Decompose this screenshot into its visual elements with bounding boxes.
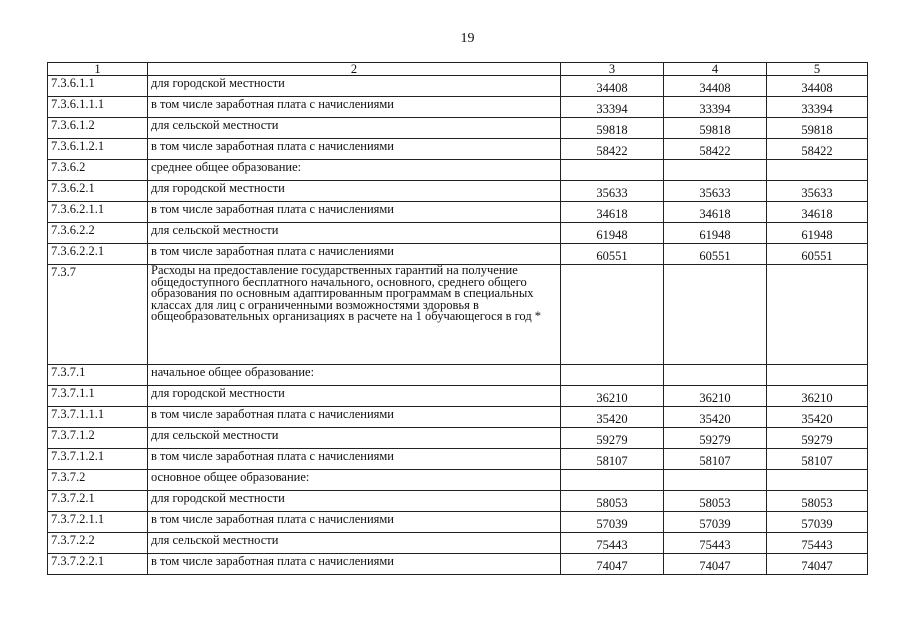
row-code: 7.3.6.1.1.1	[48, 97, 148, 118]
row-value-col5: 36210	[767, 386, 868, 407]
row-value-col3: 35633	[561, 181, 664, 202]
table-row	[48, 554, 868, 575]
row-value-col4: 35420	[664, 407, 767, 428]
header-cell-3: 3	[561, 63, 664, 76]
row-label: для городской местности	[148, 491, 561, 512]
row-value-col5: 58053	[767, 491, 868, 512]
row-value-col4	[664, 265, 767, 365]
row-code: 7.3.7.1.2	[48, 428, 148, 449]
row-value-col3: 59279	[561, 428, 664, 449]
row-value-col3: 60551	[561, 244, 664, 265]
row-code: 7.3.7.1.2.1	[48, 449, 148, 470]
row-code: 7.3.7	[48, 265, 148, 365]
row-value-col4: 33394	[664, 97, 767, 118]
page-number: 19	[460, 31, 475, 46]
row-value-col5: 58107	[767, 449, 868, 470]
row-value-col3: 34408	[561, 76, 664, 97]
header-cell-1: 1	[48, 63, 148, 76]
row-value-col3: 57039	[561, 512, 664, 533]
row-value-col4: 35633	[664, 181, 767, 202]
table-row	[48, 118, 868, 139]
row-value-col5: 34408	[767, 76, 868, 97]
row-value-col4	[664, 365, 767, 386]
row-label: для сельской местности	[148, 428, 561, 449]
table-row	[48, 160, 868, 181]
row-label: для сельской местности	[148, 223, 561, 244]
row-value-col3: 58422	[561, 139, 664, 160]
row-label: в том числе заработная плата с начислениями	[148, 407, 561, 428]
header-cell-5: 5	[767, 63, 868, 76]
row-label: среднее общее образование:	[148, 160, 561, 181]
row-value-col3	[561, 160, 664, 181]
row-code: 7.3.6.2.1	[48, 181, 148, 202]
row-code: 7.3.7.1.1.1	[48, 407, 148, 428]
table-row	[48, 265, 868, 365]
row-code: 7.3.6.1.2.1	[48, 139, 148, 160]
table-row	[48, 512, 868, 533]
row-code: 7.3.6.2.2	[48, 223, 148, 244]
row-value-col3: 34618	[561, 202, 664, 223]
row-code: 7.3.7.2.2	[48, 533, 148, 554]
row-value-col3: 59818	[561, 118, 664, 139]
row-code: 7.3.6.2.1.1	[48, 202, 148, 223]
table-row	[48, 491, 868, 512]
row-label: в том числе заработная плата с начислениями	[148, 449, 561, 470]
row-value-col4: 59279	[664, 428, 767, 449]
row-value-col3: 75443	[561, 533, 664, 554]
row-code: 7.3.7.2	[48, 470, 148, 491]
row-value-col4: 58422	[664, 139, 767, 160]
row-value-col5: 58422	[767, 139, 868, 160]
row-code: 7.3.6.2.2.1	[48, 244, 148, 265]
row-label: в том числе заработная плата с начислениями	[148, 554, 561, 575]
row-value-col4: 74047	[664, 554, 767, 575]
row-value-col3: 35420	[561, 407, 664, 428]
table-row	[48, 202, 868, 223]
table-row	[48, 97, 868, 118]
row-value-col3: 58107	[561, 449, 664, 470]
row-label: начальное общее образование:	[148, 365, 561, 386]
row-code: 7.3.7.1	[48, 365, 148, 386]
row-value-col4: 36210	[664, 386, 767, 407]
row-value-col5	[767, 470, 868, 491]
row-value-col4: 60551	[664, 244, 767, 265]
row-value-col4: 34408	[664, 76, 767, 97]
table-row	[48, 386, 868, 407]
row-value-col5	[767, 265, 868, 365]
row-code: 7.3.7.1.1	[48, 386, 148, 407]
table-row	[48, 533, 868, 554]
table-row	[48, 244, 868, 265]
row-value-col5: 60551	[767, 244, 868, 265]
table-row	[48, 139, 868, 160]
table-row	[48, 470, 868, 491]
row-label: для городской местности	[148, 76, 561, 97]
row-label: для сельской местности	[148, 533, 561, 554]
row-value-col4: 59818	[664, 118, 767, 139]
row-label: для городской местности	[148, 386, 561, 407]
table-header-row	[48, 63, 868, 76]
row-value-col4: 61948	[664, 223, 767, 244]
row-value-col5: 75443	[767, 533, 868, 554]
row-value-col4: 58107	[664, 449, 767, 470]
row-value-col4: 57039	[664, 512, 767, 533]
row-value-col4: 34618	[664, 202, 767, 223]
row-value-col5: 74047	[767, 554, 868, 575]
table-row	[48, 181, 868, 202]
row-value-col3	[561, 470, 664, 491]
row-value-col5: 57039	[767, 512, 868, 533]
row-label: в том числе заработная плата с начислениями	[148, 512, 561, 533]
row-value-col5: 59279	[767, 428, 868, 449]
row-value-col5: 61948	[767, 223, 868, 244]
header-cell-4: 4	[664, 63, 767, 76]
row-value-col3: 36210	[561, 386, 664, 407]
row-value-col5: 35633	[767, 181, 868, 202]
row-label: в том числе заработная плата с начислениями	[148, 139, 561, 160]
row-code: 7.3.7.2.1.1	[48, 512, 148, 533]
row-label: основное общее образование:	[148, 470, 561, 491]
row-label: Расходы на предоставление государственных гарантий на получение общедоступного бесплатного начального, основного, среднего общего образования по основным адаптированным программам в специальных классах для лиц с ограниченными возможностями здоровья в общеобразовательных организациях в расчете на 1 обучающегося в год *	[148, 265, 561, 365]
row-value-col5	[767, 365, 868, 386]
row-value-col5: 59818	[767, 118, 868, 139]
row-value-col3	[561, 365, 664, 386]
row-value-col5: 35420	[767, 407, 868, 428]
table-row	[48, 407, 868, 428]
row-value-col5: 33394	[767, 97, 868, 118]
data-table	[47, 62, 868, 575]
row-label: для сельской местности	[148, 118, 561, 139]
row-value-col4	[664, 470, 767, 491]
row-value-col3	[561, 265, 664, 365]
row-value-col4: 58053	[664, 491, 767, 512]
row-value-col5: 34618	[767, 202, 868, 223]
row-label: в том числе заработная плата с начислениями	[148, 202, 561, 223]
table-row	[48, 223, 868, 244]
row-value-col4	[664, 160, 767, 181]
table-row	[48, 365, 868, 386]
table-row	[48, 449, 868, 470]
row-code: 7.3.7.2.2.1	[48, 554, 148, 575]
row-value-col3: 33394	[561, 97, 664, 118]
table-row	[48, 76, 868, 97]
row-code: 7.3.7.2.1	[48, 491, 148, 512]
row-value-col3: 58053	[561, 491, 664, 512]
row-code: 7.3.6.2	[48, 160, 148, 181]
header-cell-2: 2	[148, 63, 561, 76]
row-value-col3: 74047	[561, 554, 664, 575]
row-label: в том числе заработная плата с начислениями	[148, 244, 561, 265]
row-label: для городской местности	[148, 181, 561, 202]
row-value-col5	[767, 160, 868, 181]
table-row	[48, 428, 868, 449]
row-value-col4: 75443	[664, 533, 767, 554]
row-code: 7.3.6.1.1	[48, 76, 148, 97]
row-code: 7.3.6.1.2	[48, 118, 148, 139]
row-value-col3: 61948	[561, 223, 664, 244]
row-label: в том числе заработная плата с начислениями	[148, 97, 561, 118]
